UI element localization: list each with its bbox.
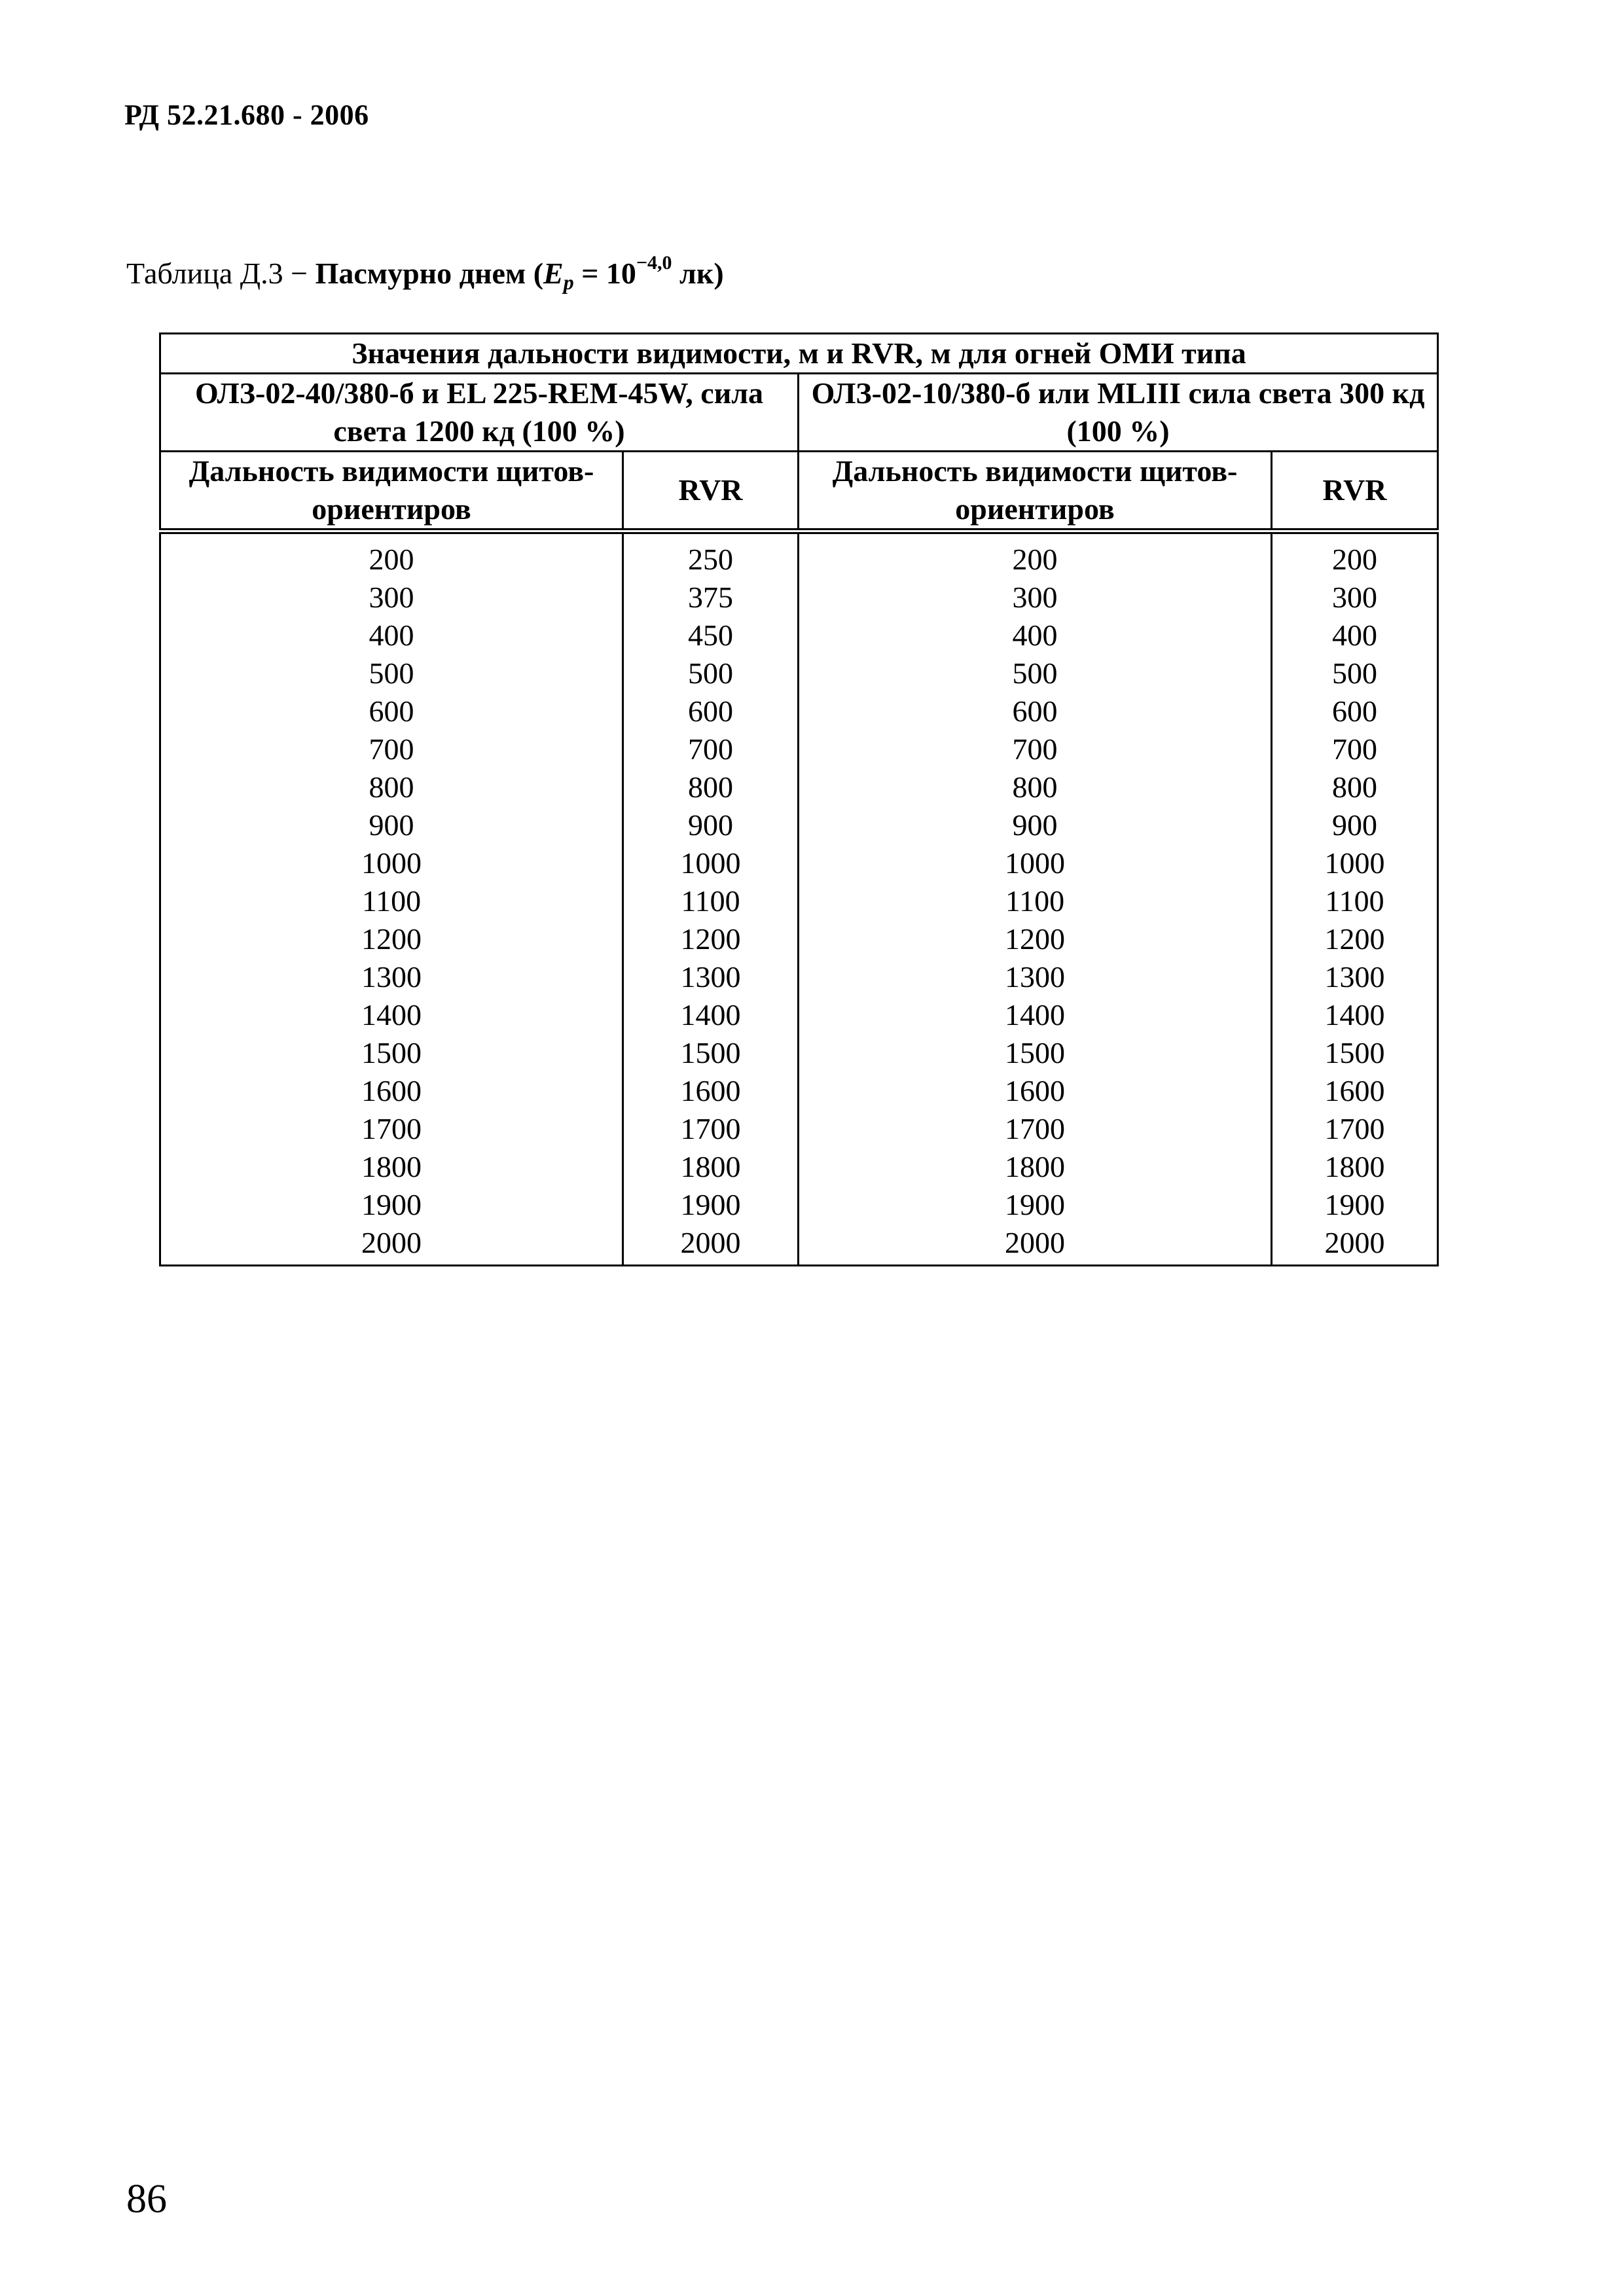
cell-visibility-1: 1000 <box>160 844 623 882</box>
document-code: РД 52.21.680 - 2006 <box>124 99 369 131</box>
cell-rvr-1: 600 <box>623 692 799 730</box>
cell-rvr-1: 375 <box>623 579 799 617</box>
cell-rvr-1: 500 <box>623 655 799 692</box>
table-row <box>160 1072 1438 1110</box>
cell-rvr-1: 1300 <box>623 958 799 996</box>
cell-rvr-2: 1900 <box>1272 1186 1438 1224</box>
cell-visibility-2: 900 <box>799 806 1272 844</box>
cell-rvr-1: 1400 <box>623 996 799 1034</box>
cell-rvr-2: 200 <box>1272 531 1438 579</box>
cell-visibility-2: 1700 <box>799 1110 1272 1148</box>
table-header <box>160 334 1438 531</box>
table-row <box>160 579 1438 617</box>
table-row <box>160 806 1438 844</box>
cell-visibility-2: 1900 <box>799 1186 1272 1224</box>
cell-rvr-2: 1200 <box>1272 920 1438 958</box>
cell-visibility-1: 1100 <box>160 882 623 920</box>
cell-rvr-2: 2000 <box>1272 1224 1438 1266</box>
cell-rvr-2: 1300 <box>1272 958 1438 996</box>
cell-rvr-1: 1000 <box>623 844 799 882</box>
cell-visibility-2: 800 <box>799 768 1272 806</box>
visibility-table <box>159 332 1439 1266</box>
group-header-2: ОЛЗ-02-10/380-б или MLIII сила света 300 кд (100 %) <box>799 374 1438 452</box>
cell-rvr-2: 900 <box>1272 806 1438 844</box>
cell-rvr-1: 1500 <box>623 1034 799 1072</box>
table-body <box>160 531 1438 1266</box>
table-row <box>160 730 1438 768</box>
table-row <box>160 768 1438 806</box>
cell-visibility-2: 1100 <box>799 882 1272 920</box>
cell-visibility-1: 900 <box>160 806 623 844</box>
cell-rvr-2: 1800 <box>1272 1148 1438 1186</box>
cell-rvr-2: 800 <box>1272 768 1438 806</box>
page-number: 86 <box>126 2177 167 2221</box>
cell-visibility-1: 1300 <box>160 958 623 996</box>
cell-visibility-1: 600 <box>160 692 623 730</box>
cell-rvr-1: 1900 <box>623 1186 799 1224</box>
caption-exponent: −4,0 <box>636 252 672 274</box>
cell-rvr-2: 300 <box>1272 579 1438 617</box>
cell-rvr-2: 1600 <box>1272 1072 1438 1110</box>
header-row-top <box>160 334 1438 374</box>
cell-visibility-1: 400 <box>160 617 623 655</box>
cell-visibility-1: 1400 <box>160 996 623 1034</box>
table-row <box>160 617 1438 655</box>
cell-rvr-1: 2000 <box>623 1224 799 1266</box>
header-row-groups <box>160 374 1438 452</box>
table-row <box>160 958 1438 996</box>
column-header-rvr-1: RVR <box>623 452 799 531</box>
cell-rvr-2: 1100 <box>1272 882 1438 920</box>
cell-visibility-1: 700 <box>160 730 623 768</box>
cell-visibility-2: 1200 <box>799 920 1272 958</box>
table-row <box>160 996 1438 1034</box>
cell-rvr-1: 1200 <box>623 920 799 958</box>
caption-variable: E <box>543 257 564 290</box>
cell-visibility-2: 300 <box>799 579 1272 617</box>
cell-rvr-2: 1000 <box>1272 844 1438 882</box>
cell-visibility-1: 2000 <box>160 1224 623 1266</box>
cell-visibility-2: 200 <box>799 531 1272 579</box>
table-top-header: Значения дальности видимости, м и RVR, м для огней ОМИ типа <box>160 334 1438 374</box>
cell-visibility-2: 2000 <box>799 1224 1272 1266</box>
table-row <box>160 920 1438 958</box>
cell-visibility-2: 1000 <box>799 844 1272 882</box>
table-caption <box>126 252 724 295</box>
cell-visibility-2: 500 <box>799 655 1272 692</box>
table-row <box>160 1148 1438 1186</box>
cell-rvr-1: 900 <box>623 806 799 844</box>
table-row <box>160 882 1438 920</box>
cell-visibility-2: 400 <box>799 617 1272 655</box>
column-header-visibility-2: Дальность видимости щитов-ориентиров <box>799 452 1272 531</box>
cell-rvr-2: 500 <box>1272 655 1438 692</box>
table-row <box>160 1034 1438 1072</box>
cell-visibility-2: 700 <box>799 730 1272 768</box>
cell-rvr-1: 450 <box>623 617 799 655</box>
column-header-rvr-2: RVR <box>1272 452 1438 531</box>
cell-visibility-1: 1800 <box>160 1148 623 1186</box>
cell-visibility-2: 1800 <box>799 1148 1272 1186</box>
table-row <box>160 844 1438 882</box>
cell-rvr-1: 1100 <box>623 882 799 920</box>
cell-rvr-2: 700 <box>1272 730 1438 768</box>
cell-rvr-2: 1500 <box>1272 1034 1438 1072</box>
cell-visibility-1: 1600 <box>160 1072 623 1110</box>
cell-visibility-1: 200 <box>160 531 623 579</box>
caption-equation: = 10 <box>573 257 636 290</box>
cell-rvr-2: 400 <box>1272 617 1438 655</box>
cell-rvr-2: 1400 <box>1272 996 1438 1034</box>
table-row <box>160 531 1438 579</box>
cell-visibility-2: 1600 <box>799 1072 1272 1110</box>
cell-visibility-1: 1200 <box>160 920 623 958</box>
cell-visibility-2: 600 <box>799 692 1272 730</box>
cell-rvr-2: 1700 <box>1272 1110 1438 1148</box>
cell-rvr-2: 600 <box>1272 692 1438 730</box>
header-row-columns <box>160 452 1438 531</box>
cell-visibility-2: 1500 <box>799 1034 1272 1072</box>
table-row <box>160 692 1438 730</box>
cell-visibility-1: 1900 <box>160 1186 623 1224</box>
cell-visibility-1: 800 <box>160 768 623 806</box>
caption-prefix: Таблица Д.3 − <box>126 257 316 290</box>
cell-visibility-1: 300 <box>160 579 623 617</box>
cell-rvr-1: 1800 <box>623 1148 799 1186</box>
caption-variable-subscript: p <box>563 270 574 294</box>
table-row <box>160 1224 1438 1266</box>
group-header-1: ОЛЗ-02-40/380-б и EL 225-REM-45W, сила света 1200 кд (100 %) <box>160 374 799 452</box>
table-row <box>160 1186 1438 1224</box>
column-header-visibility-1: Дальность видимости щитов-ориентиров <box>160 452 623 531</box>
cell-rvr-1: 1600 <box>623 1072 799 1110</box>
table-row <box>160 655 1438 692</box>
caption-title-text: Пасмурно днем ( <box>315 257 544 290</box>
cell-rvr-1: 1700 <box>623 1110 799 1148</box>
cell-rvr-1: 700 <box>623 730 799 768</box>
caption-title <box>315 252 724 294</box>
table-row <box>160 1110 1438 1148</box>
cell-visibility-2: 1300 <box>799 958 1272 996</box>
cell-rvr-1: 250 <box>623 531 799 579</box>
cell-visibility-1: 1700 <box>160 1110 623 1148</box>
cell-rvr-1: 800 <box>623 768 799 806</box>
cell-visibility-1: 1500 <box>160 1034 623 1072</box>
caption-unit: лк) <box>672 257 724 290</box>
cell-visibility-2: 1400 <box>799 996 1272 1034</box>
cell-visibility-1: 500 <box>160 655 623 692</box>
